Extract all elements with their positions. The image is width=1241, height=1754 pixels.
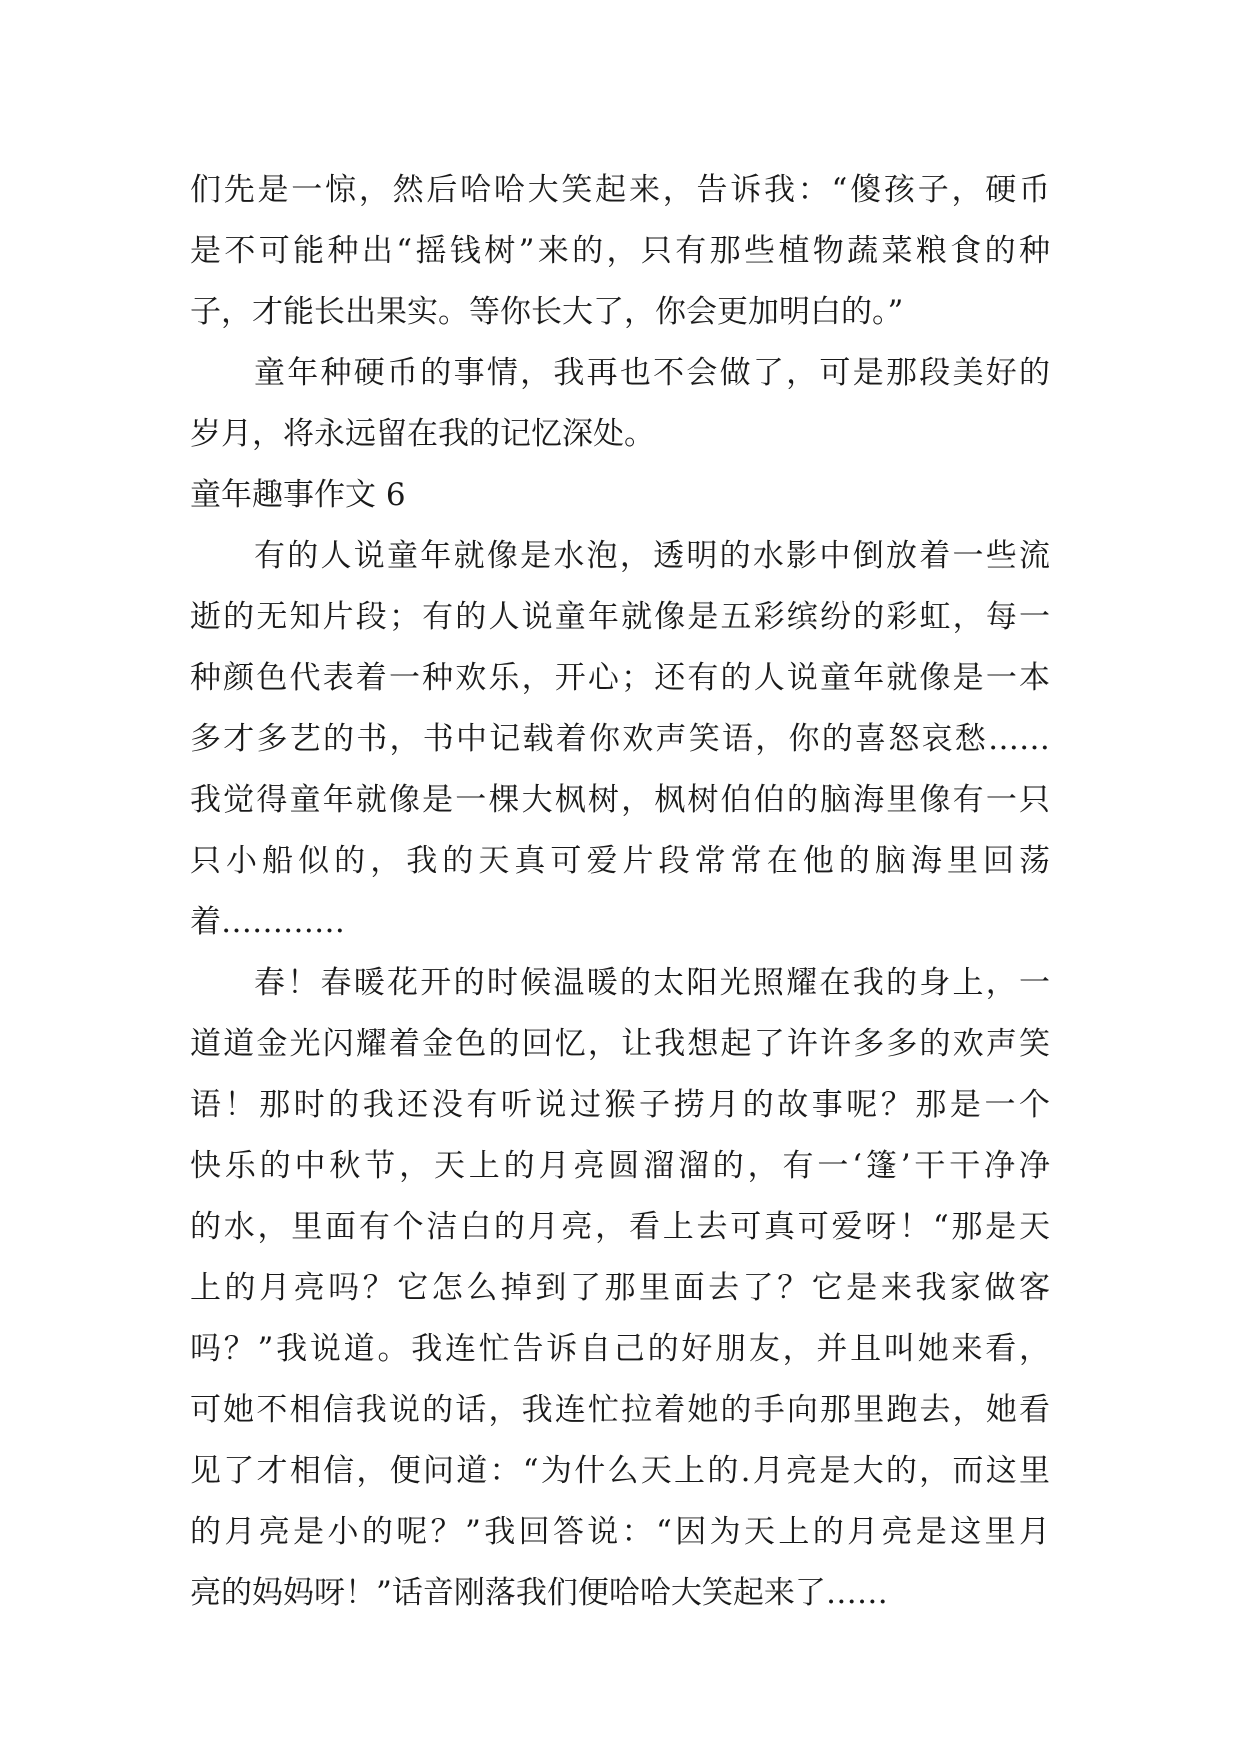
text-line: 多才多艺的书，书中记载着你欢声笑语，你的喜怒哀愁…… [190, 721, 1050, 757]
text-line: 道道金光闪耀着金色的回忆，让我想起了许许多多的欢声笑 [190, 1026, 1050, 1062]
text-line: 春！春暖花开的时候温暖的太阳光照耀在我的身上，一 [254, 965, 1050, 1001]
text-line: 是不可能种出“摇钱树”来的，只有那些植物蔬菜粮食的种 [190, 233, 1050, 269]
text-line: 可她不相信我说的话，我连忙拉着她的手向那里跑去，她看 [190, 1392, 1050, 1428]
text-line: 见了才相信，便问道：“为什么天上的.月亮是大的，而这里 [190, 1453, 1050, 1489]
text-line: 的月亮是小的呢？”我回答说：“因为天上的月亮是这里月 [190, 1514, 1050, 1550]
text-line: 有的人说童年就像是水泡，透明的水影中倒放着一些流 [254, 538, 1050, 574]
text-line: 只小船似的，我的天真可爱片段常常在他的脑海里回荡 [190, 843, 1050, 879]
text-line: 我觉得童年就像是一棵大枫树，枫树伯伯的脑海里像有一只 [190, 782, 1050, 818]
text-line: 岁月，将永远留在我的记忆深处。 [190, 416, 655, 452]
paragraph-3 [190, 526, 1050, 953]
paragraph-4 [190, 953, 1050, 1624]
text-line: 快乐的中秋节，天上的月亮圆溜溜的，有一‘篷’干干净净 [190, 1148, 1050, 1184]
text-line: 上的月亮吗？它怎么掉到了那里面去了？它是来我家做客 [190, 1270, 1050, 1306]
text-line: 亮的妈妈呀！”话音刚落我们便哈哈大笑起来了…… [190, 1575, 888, 1611]
text-line: 种颜色代表着一种欢乐，开心；还有的人说童年就像是一本 [190, 660, 1050, 696]
paragraph-2 [190, 343, 1050, 465]
text-line: 逝的无知片段；有的人说童年就像是五彩缤纷的彩虹，每一 [190, 599, 1050, 635]
paragraph-1 [190, 160, 1050, 343]
text-line: 子，才能长出果实。等你长大了，你会更加明白的。” [190, 294, 904, 330]
section-heading: 童年趣事作文 6 [190, 477, 406, 513]
text-line: 童年种硬币的事情，我再也不会做了，可是那段美好的 [254, 355, 1050, 391]
document-body [190, 160, 1050, 1624]
text-line: 吗？”我说道。我连忙告诉自己的好朋友，并且叫她来看， [190, 1331, 1050, 1367]
text-line: 语！那时的我还没有听说过猴子捞月的故事呢？那是一个 [190, 1087, 1050, 1123]
text-line: 着………… [190, 904, 345, 940]
text-line: 的水，里面有个洁白的月亮，看上去可真可爱呀！“那是天 [190, 1209, 1050, 1245]
text-line: 们先是一惊，然后哈哈大笑起来，告诉我：“傻孩子，硬币 [190, 172, 1050, 208]
